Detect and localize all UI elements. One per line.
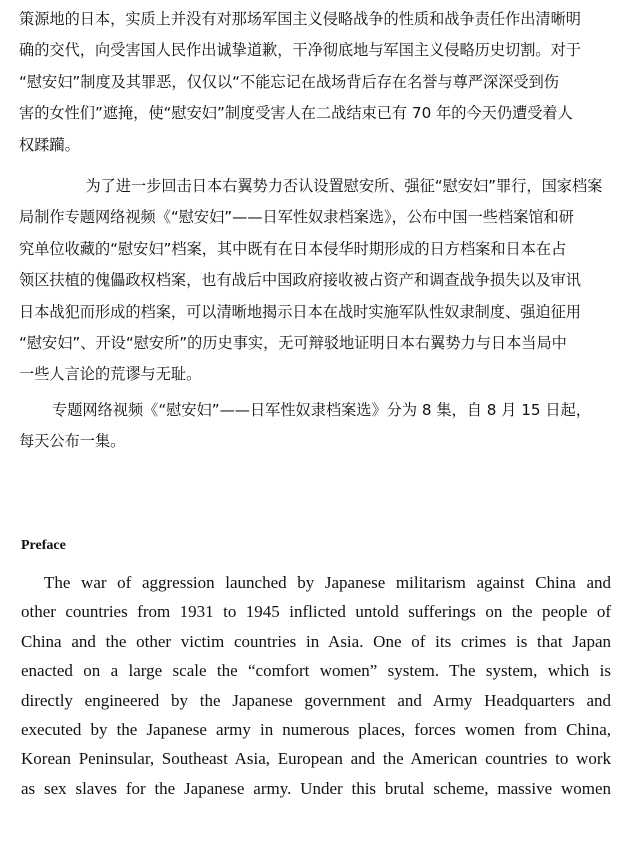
text-line: China and the other victim countries in Asia. One of its crimes is that Japan bbox=[21, 631, 611, 651]
text-line: executed by the Japanese army in numerous places, forces women from China, bbox=[21, 720, 611, 740]
text-line: 害的女性们”遮掩，使“慰安妇”制度受害人在二战结束已有 70 年的今天仍遭受着人 bbox=[19, 104, 573, 123]
text-line: The war of aggression launched by Japanese militarism against China and bbox=[44, 573, 611, 592]
text-line: 一些人言论的荒谬与无耻。 bbox=[19, 365, 202, 384]
text-line: other countries from 1931 to 1945 inflicted untold sufferings on the people of bbox=[21, 602, 611, 622]
chinese-paragraph-2 bbox=[19, 171, 619, 391]
text-line: as sex slaves for the Japanese army. Under this brutal scheme, massive women bbox=[21, 778, 611, 798]
text-line: 领区扶植的傀儡政权档案，也有战后中国政府接收被占资产和调查战争损失以及审讯 bbox=[19, 271, 581, 290]
text-line: directly engineered by the Japanese government and Army Headquarters and bbox=[21, 690, 611, 710]
text-line: enacted on a large scale the “comfort women” system. The system, which is bbox=[21, 661, 611, 681]
english-paragraph bbox=[21, 568, 611, 803]
chinese-paragraph-3 bbox=[19, 395, 619, 458]
text-line: 为了进一步回击日本右翼势力否认设置慰安所、强征“慰安妇”罪行，国家档案 bbox=[85, 177, 603, 196]
text-line: 每天公布一集。 bbox=[19, 432, 126, 451]
text-line: 确的交代，向受害国人民作出诚挚道歉，干净彻底地与军国主义侵略历史切割。对于 bbox=[19, 41, 581, 60]
chinese-body bbox=[19, 4, 619, 458]
chinese-paragraph-1-continuation bbox=[19, 4, 619, 161]
text-line: 日本战犯而形成的档案，可以清晰地揭示日本在战时实施军队性奴隶制度、强迫征用 bbox=[19, 302, 581, 321]
text-line: 策源地的日本，实质上并没有对那场军国主义侵略战争的性质和战争责任作出清晰明 bbox=[19, 10, 581, 28]
preface-heading: Preface bbox=[21, 538, 66, 553]
text-line: Korean Peninsular, Southeast Asia, European and the American countries to work bbox=[21, 749, 611, 769]
text-line: 权蹂躏。 bbox=[19, 135, 80, 154]
text-line: 究单位收藏的“慰安妇”档案，其中既有在日本侵华时期形成的日方档案和日本在占 bbox=[19, 239, 567, 258]
text-line: “慰安妇”制度及其罪恶，仅仅以“不能忘记在战场背后存在名誉与尊严深深受到伤 bbox=[19, 72, 559, 91]
text-line: 专题网络视频《“慰安妇”——日军性奴隶档案选》分为 8 集，自 8 月 15 日起， bbox=[52, 400, 591, 419]
paragraph-gap bbox=[19, 161, 619, 171]
text-line: “慰安妇”、开设“慰安所”的历史事实，无可辩驳地证明日本右翼势力与日本当局中 bbox=[19, 334, 567, 353]
text-line: 局制作专题网络视频《“慰安妇”——日军性奴隶档案选》，公布中国一些档案馆和研 bbox=[19, 208, 574, 227]
